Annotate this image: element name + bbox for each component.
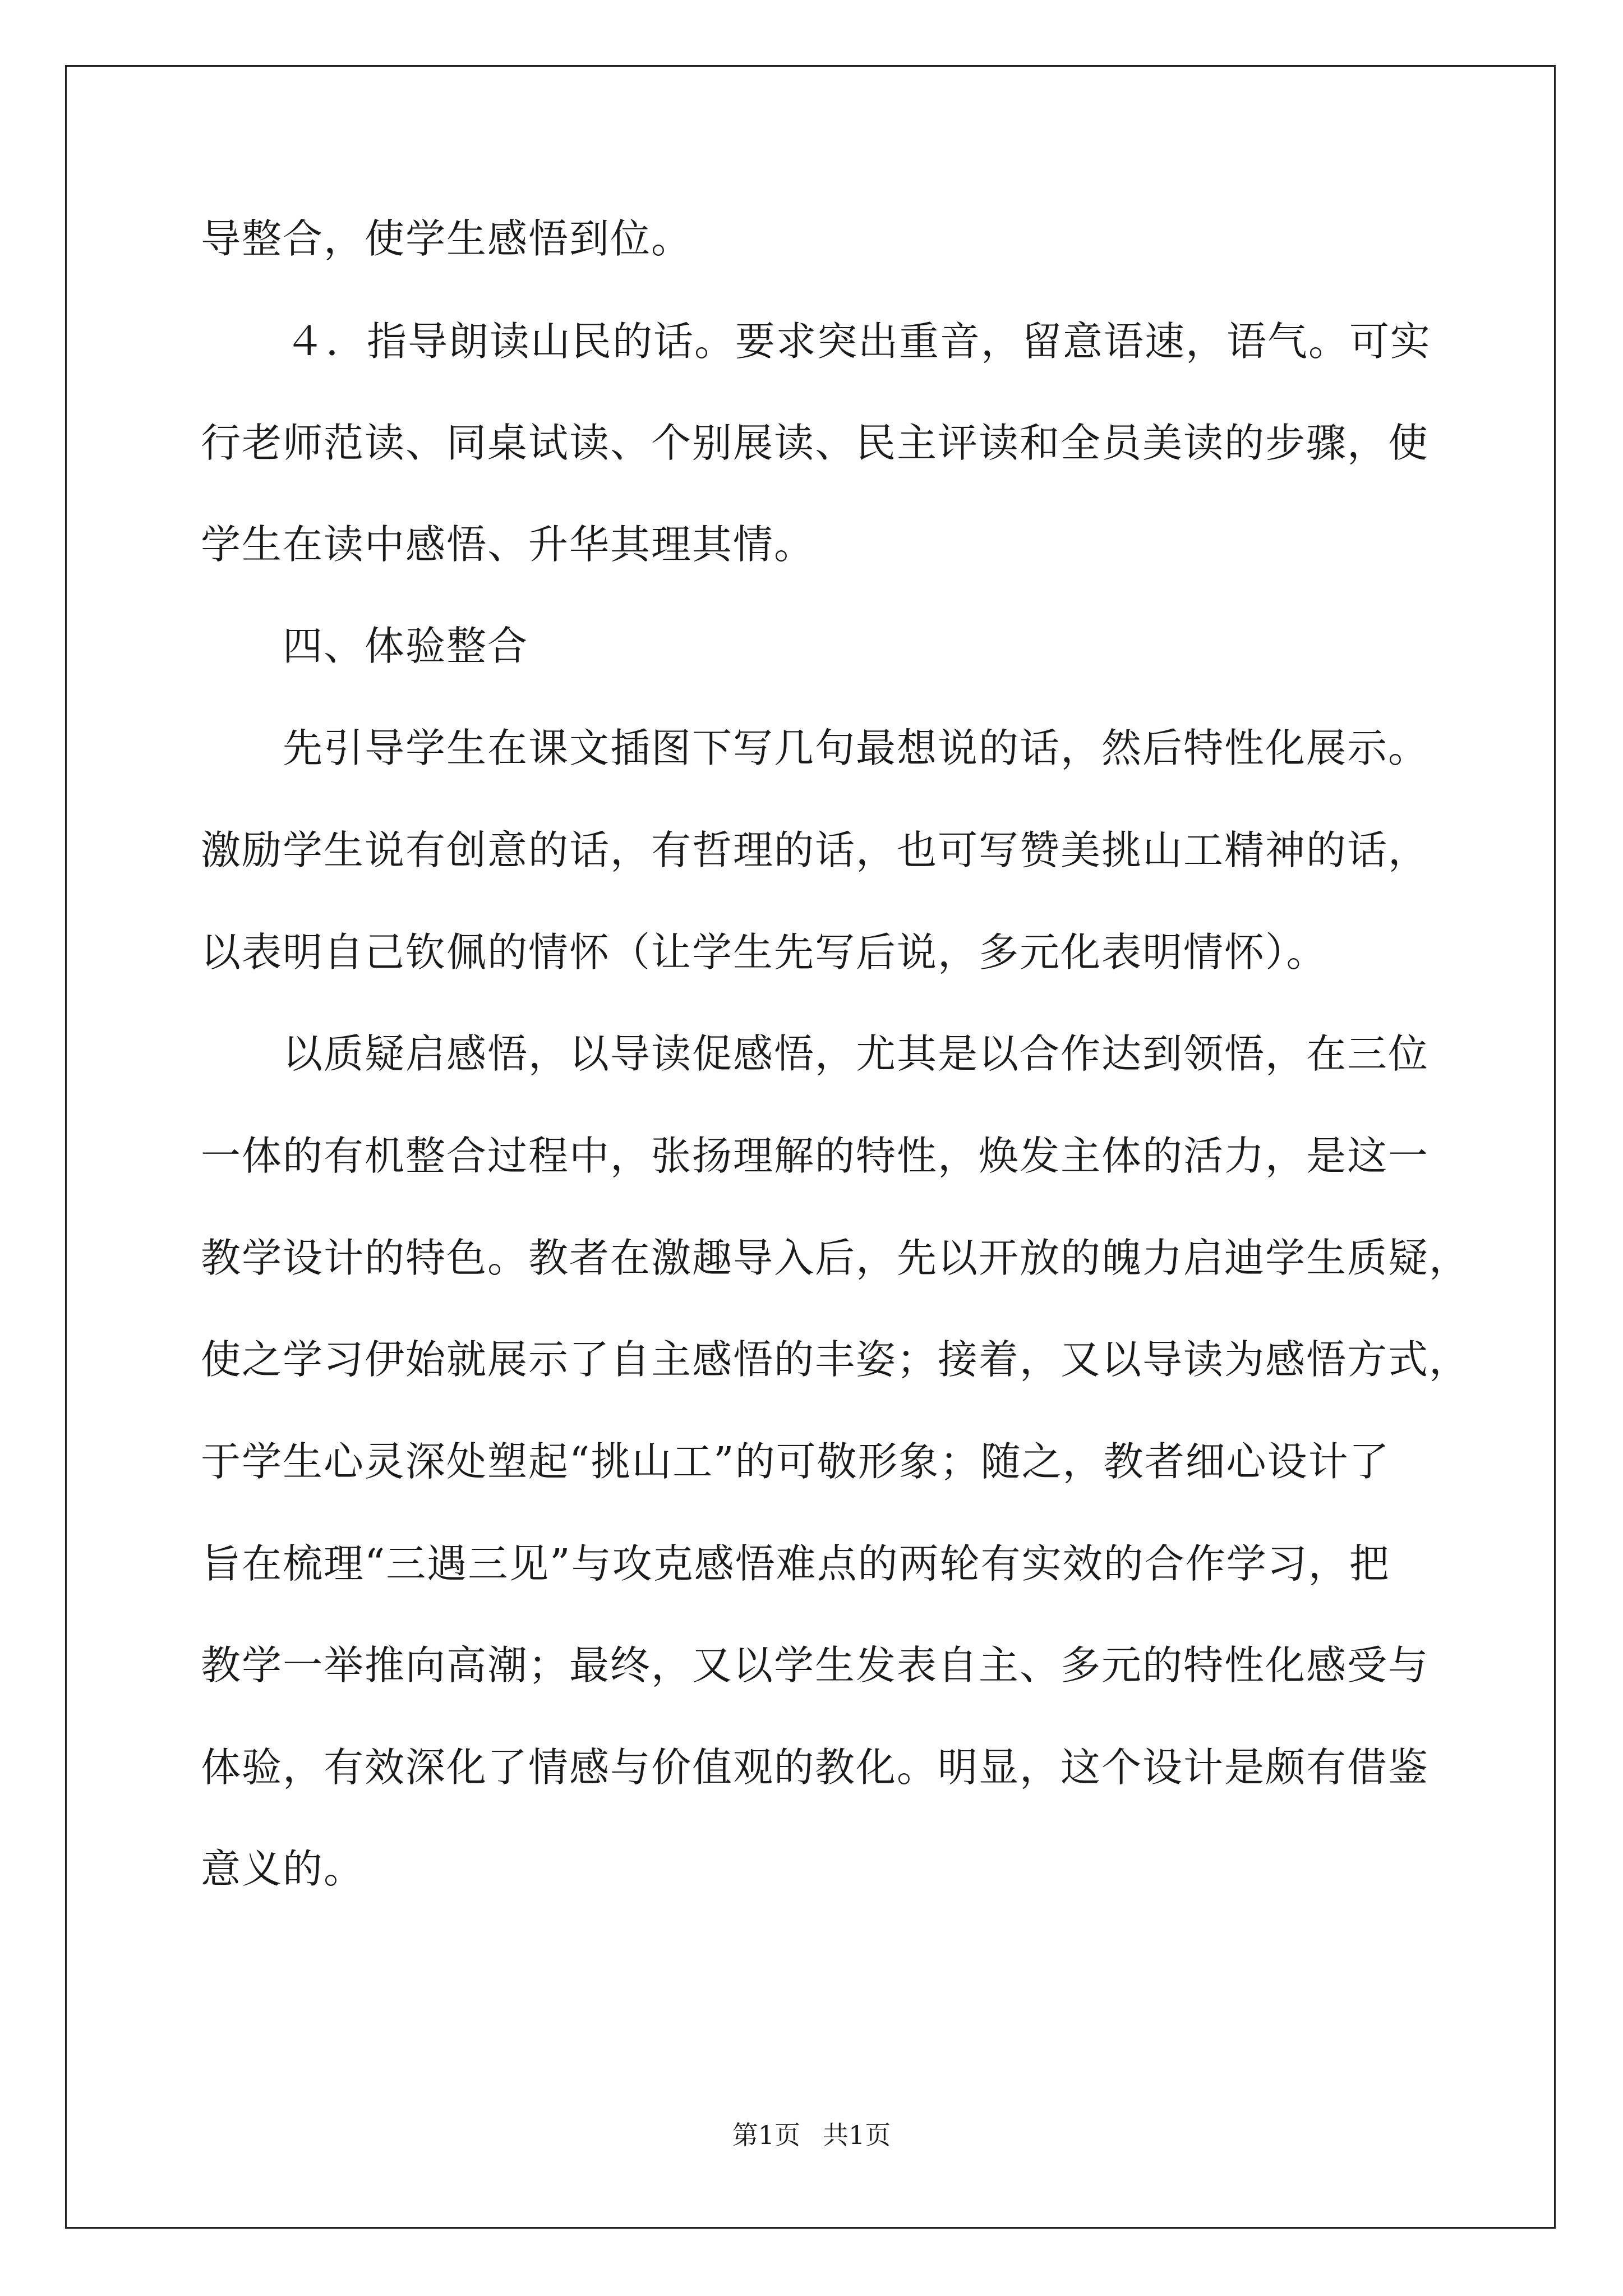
text-line: 行老师范读、同桌试读、个别展读、民主评读和全员美读的步骤，使 bbox=[201, 420, 1430, 466]
text-line: 学生在读中感悟、升华其理其情。 bbox=[201, 521, 815, 568]
text-line: 激励学生说有创意的话，有哲理的话，也可写赞美挑山工精神的话， bbox=[201, 827, 1430, 873]
text-line: 先引导学生在课文插图下写几句最想说的话，然后特性化展示。 bbox=[283, 725, 1430, 771]
text-line: 使之学习伊始就展示了自主感悟的丰姿；接着，又以导读为感悟方式， bbox=[201, 1336, 1470, 1383]
page-footer bbox=[0, 2118, 1623, 2152]
text-line: 意义的。 bbox=[201, 1846, 365, 1892]
text-line: 旨在梳理“三遇三见”与攻克感悟难点的两轮有实效的合作学习，把 bbox=[201, 1540, 1390, 1587]
text-line: 一体的有机整合过程中，张扬理解的特性，焕发主体的活力，是这一 bbox=[201, 1133, 1430, 1179]
page-number: 第1页 bbox=[732, 2120, 800, 2150]
text-line: 教学设计的特色。教者在激趣导入后，先以开放的魄力启迪学生质疑， bbox=[201, 1235, 1470, 1281]
text-line: 以质疑启感悟，以导读促感悟，尤其是以合作达到领悟，在三位 bbox=[283, 1030, 1430, 1077]
text-line: 体验，有效深化了情感与价值观的教化。明显，这个设计是颇有借鉴 bbox=[201, 1744, 1430, 1791]
text-line: 教学一举推向高潮；最终，又以学生发表自主、多元的特性化感受与 bbox=[201, 1642, 1430, 1688]
text-line: 于学生心灵深处塑起“挑山工”的可敬形象；随之，教者细心设计了 bbox=[201, 1438, 1390, 1485]
text-line: ４．指导朗读山民的话。要求突出重音，留意语速，语气。可实 bbox=[285, 318, 1432, 365]
section-heading: 四、体验整合 bbox=[283, 623, 529, 669]
text-line: 以表明自己钦佩的情怀（让学生先写后说，多元化表明情怀）。 bbox=[201, 929, 1327, 976]
page-total: 共1页 bbox=[823, 2120, 891, 2150]
text-line: 导整合，使学生感悟到位。 bbox=[201, 215, 693, 262]
